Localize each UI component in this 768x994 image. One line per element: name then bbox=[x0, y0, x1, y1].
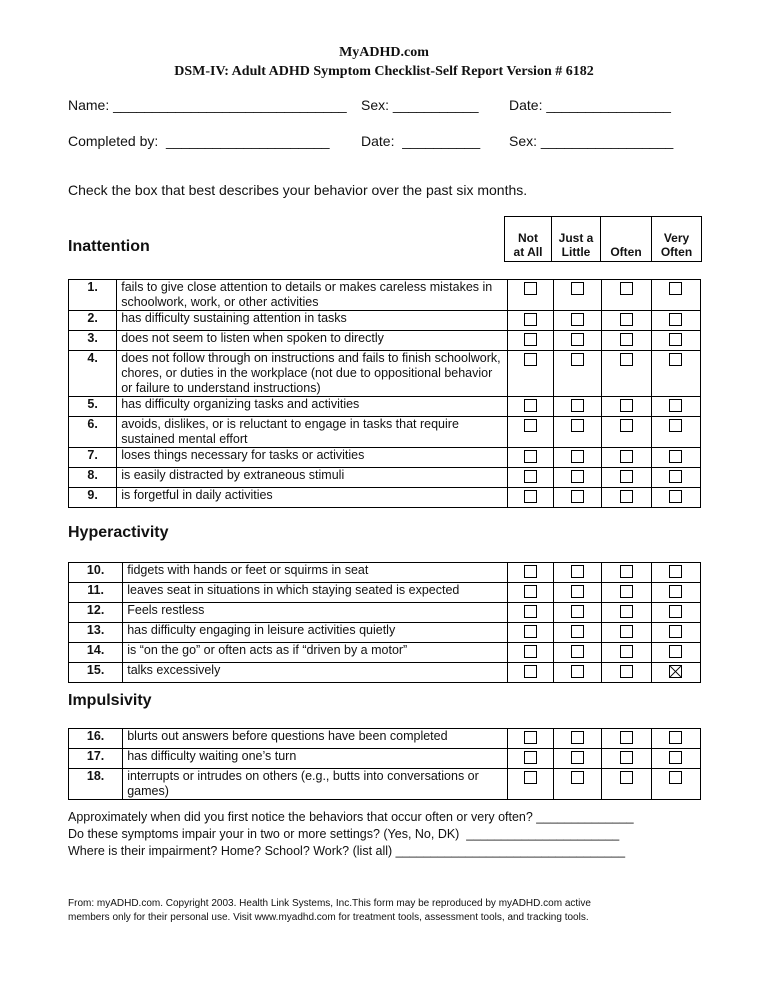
rating-checkbox[interactable] bbox=[620, 771, 633, 784]
item-number: 9. bbox=[69, 488, 117, 508]
rating-checkbox[interactable] bbox=[669, 333, 682, 346]
rating-checkbox[interactable] bbox=[620, 565, 633, 578]
inattention-table bbox=[68, 279, 701, 508]
rating-cell bbox=[651, 311, 700, 331]
rating-checkbox[interactable] bbox=[620, 333, 633, 346]
rating-checkbox[interactable] bbox=[524, 565, 537, 578]
rating-checkbox[interactable] bbox=[620, 419, 633, 432]
rating-cell bbox=[553, 280, 601, 311]
hyperactivity-table bbox=[68, 562, 701, 683]
rating-cell bbox=[651, 417, 700, 448]
rating-cell bbox=[651, 749, 700, 769]
rating-checkbox[interactable] bbox=[524, 731, 537, 744]
rating-cell bbox=[651, 583, 700, 603]
table-row bbox=[69, 351, 701, 397]
rating-checkbox[interactable] bbox=[620, 751, 633, 764]
rating-checkbox[interactable] bbox=[571, 771, 584, 784]
name-field[interactable]: Name: ______________________________ bbox=[68, 97, 347, 113]
rating-cell bbox=[553, 749, 601, 769]
table-row bbox=[69, 663, 701, 683]
rating-cell bbox=[507, 749, 553, 769]
rating-checkbox[interactable] bbox=[669, 490, 682, 503]
rating-cell bbox=[651, 331, 700, 351]
sex-field[interactable]: Sex: ___________ bbox=[361, 97, 479, 113]
rating-cell bbox=[553, 623, 601, 643]
rating-checkbox[interactable] bbox=[571, 353, 584, 366]
rating-cell bbox=[553, 468, 601, 488]
rating-cell bbox=[507, 448, 553, 468]
rating-cell bbox=[601, 583, 651, 603]
question-settings[interactable]: Do these symptoms impair your in two or more settings? (Yes, No, DK) ______________________ bbox=[68, 827, 620, 841]
item-text: has difficulty organizing tasks and activities bbox=[117, 397, 507, 417]
item-text: fidgets with hands or feet or squirms in seat bbox=[123, 563, 508, 583]
item-text: has difficulty sustaining attention in tasks bbox=[117, 311, 507, 331]
completed-date-field[interactable]: Date: __________ bbox=[361, 133, 481, 149]
rating-checkbox[interactable] bbox=[669, 450, 682, 463]
table-row bbox=[69, 603, 701, 623]
rating-checkbox[interactable] bbox=[524, 353, 537, 366]
rating-cell bbox=[601, 623, 651, 643]
rating-cell bbox=[651, 729, 700, 749]
rating-checkbox[interactable] bbox=[669, 665, 682, 678]
rating-header-not-at-all: Not at All bbox=[505, 217, 552, 261]
section-title-hyperactivity: Hyperactivity bbox=[68, 524, 169, 541]
rating-checkbox[interactable] bbox=[620, 490, 633, 503]
item-text: is forgetful in daily activities bbox=[117, 488, 507, 508]
rating-cell bbox=[507, 769, 553, 800]
rating-checkbox[interactable] bbox=[524, 399, 537, 412]
rating-cell bbox=[507, 643, 553, 663]
rating-checkbox[interactable] bbox=[620, 585, 633, 598]
item-text: interrupts or intrudes on others (e.g., butts into conversations or games) bbox=[123, 769, 508, 800]
rating-cell bbox=[553, 643, 601, 663]
rating-checkbox[interactable] bbox=[669, 353, 682, 366]
table-row bbox=[69, 769, 701, 800]
rating-cell bbox=[601, 488, 651, 508]
table-row bbox=[69, 331, 701, 351]
rating-checkbox[interactable] bbox=[524, 490, 537, 503]
rating-checkbox[interactable] bbox=[571, 645, 584, 658]
completed-by-field[interactable]: Completed by: _____________________ bbox=[68, 133, 330, 149]
rating-checkbox[interactable] bbox=[620, 625, 633, 638]
rating-cell bbox=[601, 280, 651, 311]
rating-checkbox[interactable] bbox=[524, 771, 537, 784]
rating-checkbox[interactable] bbox=[620, 353, 633, 366]
completed-sex-field[interactable]: Sex: _________________ bbox=[509, 133, 674, 149]
rating-checkbox[interactable] bbox=[620, 665, 633, 678]
rating-cell bbox=[553, 448, 601, 468]
rating-checkbox[interactable] bbox=[620, 313, 633, 326]
rating-cell bbox=[553, 583, 601, 603]
rating-cell bbox=[507, 397, 553, 417]
rating-cell bbox=[507, 351, 553, 397]
rating-checkbox[interactable] bbox=[524, 625, 537, 638]
form-title: DSM-IV: Adult ADHD Symptom Checklist-Self Report Version # 6182 bbox=[174, 64, 594, 79]
rating-cell bbox=[507, 488, 553, 508]
item-text: blurts out answers before questions have been completed bbox=[123, 729, 508, 749]
item-text: does not seem to listen when spoken to directly bbox=[117, 331, 507, 351]
instructions: Check the box that best describes your behavior over the past six months. bbox=[68, 182, 528, 198]
rating-cell bbox=[601, 663, 651, 683]
table-row bbox=[69, 397, 701, 417]
rating-cell bbox=[601, 397, 651, 417]
item-number: 5. bbox=[69, 397, 117, 417]
rating-cell bbox=[553, 563, 601, 583]
question-impairment[interactable]: Where is their impairment? Home? School? Work? (list all) _________________________________ bbox=[68, 844, 626, 858]
rating-cell bbox=[601, 448, 651, 468]
item-number: 18. bbox=[69, 769, 123, 800]
rating-checkbox[interactable] bbox=[571, 565, 584, 578]
rating-cell bbox=[651, 623, 700, 643]
section-title-inattention: Inattention bbox=[68, 238, 150, 255]
item-text: fails to give close attention to details or makes careless mistakes in schoolwork, work, or other activities bbox=[117, 280, 507, 311]
rating-cell bbox=[553, 331, 601, 351]
rating-cell bbox=[507, 603, 553, 623]
rating-cell bbox=[601, 749, 651, 769]
table-row bbox=[69, 623, 701, 643]
rating-cell bbox=[601, 311, 651, 331]
item-number: 17. bbox=[69, 749, 123, 769]
rating-checkbox[interactable] bbox=[571, 490, 584, 503]
item-number: 13. bbox=[69, 623, 123, 643]
rating-cell bbox=[651, 488, 700, 508]
rating-checkbox[interactable] bbox=[571, 665, 584, 678]
rating-checkbox[interactable] bbox=[669, 645, 682, 658]
rating-checkbox[interactable] bbox=[669, 731, 682, 744]
table-row bbox=[69, 417, 701, 448]
rating-checkbox[interactable] bbox=[571, 399, 584, 412]
rating-cell bbox=[651, 643, 700, 663]
table-row bbox=[69, 583, 701, 603]
rating-cell bbox=[651, 397, 700, 417]
rating-header-just-a-little: Just a Little bbox=[552, 217, 601, 261]
rating-checkbox[interactable] bbox=[669, 282, 682, 295]
rating-cell bbox=[651, 663, 700, 683]
table-row bbox=[69, 643, 701, 663]
rating-cell bbox=[553, 488, 601, 508]
rating-header-often: Often bbox=[601, 217, 652, 261]
rating-checkbox[interactable] bbox=[571, 625, 584, 638]
item-text: Feels restless bbox=[123, 603, 508, 623]
rating-checkbox[interactable] bbox=[524, 450, 537, 463]
rating-cell bbox=[507, 417, 553, 448]
item-number: 10. bbox=[69, 563, 123, 583]
rating-checkbox[interactable] bbox=[571, 605, 584, 618]
item-text: does not follow through on instructions and fails to finish schoolwork, chores, or duties in the workplace (not due to oppositional behavior or failure to understand instructions) bbox=[117, 351, 507, 397]
table-row bbox=[69, 563, 701, 583]
item-number: 7. bbox=[69, 448, 117, 468]
item-number: 12. bbox=[69, 603, 123, 623]
rating-checkbox[interactable] bbox=[571, 333, 584, 346]
rating-cell bbox=[507, 663, 553, 683]
table-row bbox=[69, 729, 701, 749]
rating-cell bbox=[507, 583, 553, 603]
rating-cell bbox=[507, 331, 553, 351]
rating-cell bbox=[651, 468, 700, 488]
rating-checkbox[interactable] bbox=[571, 313, 584, 326]
rating-checkbox[interactable] bbox=[524, 751, 537, 764]
rating-checkbox[interactable] bbox=[524, 585, 537, 598]
rating-checkbox[interactable] bbox=[669, 605, 682, 618]
item-number: 8. bbox=[69, 468, 117, 488]
item-number: 11. bbox=[69, 583, 123, 603]
rating-checkbox[interactable] bbox=[620, 645, 633, 658]
rating-cell bbox=[651, 563, 700, 583]
rating-cell bbox=[507, 729, 553, 749]
rating-checkbox[interactable] bbox=[620, 450, 633, 463]
rating-cell bbox=[507, 563, 553, 583]
rating-checkbox[interactable] bbox=[669, 565, 682, 578]
rating-cell bbox=[553, 311, 601, 331]
rating-checkbox[interactable] bbox=[571, 585, 584, 598]
rating-cell bbox=[601, 563, 651, 583]
rating-checkbox[interactable] bbox=[571, 450, 584, 463]
rating-checkbox[interactable] bbox=[620, 731, 633, 744]
item-number: 1. bbox=[69, 280, 117, 311]
rating-checkbox[interactable] bbox=[669, 585, 682, 598]
item-text: avoids, dislikes, or is reluctant to engage in tasks that require sustained mental effort bbox=[117, 417, 507, 448]
rating-checkbox[interactable] bbox=[669, 771, 682, 784]
rating-checkbox[interactable] bbox=[620, 605, 633, 618]
rating-cell bbox=[651, 280, 700, 311]
rating-cell bbox=[507, 311, 553, 331]
rating-cell bbox=[601, 351, 651, 397]
footer-line-2: members only for their personal use. Visit www.myadhd.com for treatment tools, assessment tools, and tracking tools. bbox=[68, 912, 589, 923]
rating-cell bbox=[553, 603, 601, 623]
rating-checkbox[interactable] bbox=[571, 282, 584, 295]
item-text: talks excessively bbox=[123, 663, 508, 683]
item-text: is “on the go” or often acts as if “driven by a motor” bbox=[123, 643, 508, 663]
table-row bbox=[69, 749, 701, 769]
rating-checkbox[interactable] bbox=[524, 333, 537, 346]
rating-checkbox[interactable] bbox=[620, 470, 633, 483]
rating-checkbox[interactable] bbox=[524, 665, 537, 678]
table-row bbox=[69, 311, 701, 331]
item-text: has difficulty engaging in leisure activities quietly bbox=[123, 623, 508, 643]
rating-checkbox[interactable] bbox=[524, 313, 537, 326]
rating-checkbox[interactable] bbox=[571, 470, 584, 483]
rating-cell bbox=[601, 603, 651, 623]
rating-checkbox[interactable] bbox=[669, 313, 682, 326]
item-number: 4. bbox=[69, 351, 117, 397]
rating-checkbox[interactable] bbox=[524, 470, 537, 483]
rating-cell bbox=[601, 769, 651, 800]
item-text: is easily distracted by extraneous stimuli bbox=[117, 468, 507, 488]
item-number: 14. bbox=[69, 643, 123, 663]
rating-checkbox[interactable] bbox=[620, 399, 633, 412]
rating-checkbox[interactable] bbox=[669, 399, 682, 412]
item-number: 6. bbox=[69, 417, 117, 448]
rating-cell bbox=[553, 663, 601, 683]
rating-checkbox[interactable] bbox=[524, 419, 537, 432]
table-row bbox=[69, 488, 701, 508]
rating-cell bbox=[651, 603, 700, 623]
rating-cell bbox=[553, 417, 601, 448]
rating-cell bbox=[651, 448, 700, 468]
rating-checkbox[interactable] bbox=[524, 645, 537, 658]
rating-checkbox[interactable] bbox=[669, 470, 682, 483]
rating-cell bbox=[507, 623, 553, 643]
rating-checkbox[interactable] bbox=[620, 282, 633, 295]
rating-cell bbox=[553, 769, 601, 800]
item-text: leaves seat in situations in which staying seated is expected bbox=[123, 583, 508, 603]
rating-cell bbox=[553, 351, 601, 397]
rating-cell bbox=[651, 351, 700, 397]
rating-cell bbox=[651, 769, 700, 800]
table-row bbox=[69, 468, 701, 488]
rating-checkbox[interactable] bbox=[524, 605, 537, 618]
rating-header bbox=[504, 216, 702, 262]
rating-checkbox[interactable] bbox=[669, 625, 682, 638]
rating-cell bbox=[601, 331, 651, 351]
date-field[interactable]: Date: ________________ bbox=[509, 97, 671, 113]
rating-checkbox[interactable] bbox=[571, 419, 584, 432]
item-number: 2. bbox=[69, 311, 117, 331]
rating-cell bbox=[507, 280, 553, 311]
table-row bbox=[69, 280, 701, 311]
table-row bbox=[69, 448, 701, 468]
item-text: has difficulty waiting one’s turn bbox=[123, 749, 508, 769]
rating-cell bbox=[601, 729, 651, 749]
footer-line-1: From: myADHD.com. Copyright 2003. Health Link Systems, Inc.This form may be reproduced by myADHD.com active bbox=[68, 898, 591, 909]
rating-checkbox[interactable] bbox=[571, 731, 584, 744]
rating-cell bbox=[507, 468, 553, 488]
question-onset[interactable]: Approximately when did you first notice the behaviors that occur often or very often? ______________ bbox=[68, 810, 634, 824]
item-number: 3. bbox=[69, 331, 117, 351]
rating-cell bbox=[553, 729, 601, 749]
rating-cell bbox=[553, 397, 601, 417]
item-number: 16. bbox=[69, 729, 123, 749]
section-title-impulsivity: Impulsivity bbox=[68, 692, 152, 709]
rating-cell bbox=[601, 643, 651, 663]
rating-cell bbox=[601, 417, 651, 448]
item-number: 15. bbox=[69, 663, 123, 683]
rating-cell bbox=[601, 468, 651, 488]
item-text: loses things necessary for tasks or activities bbox=[117, 448, 507, 468]
rating-checkbox[interactable] bbox=[571, 751, 584, 764]
rating-checkbox[interactable] bbox=[669, 419, 682, 432]
rating-checkbox[interactable] bbox=[669, 751, 682, 764]
impulsivity-table bbox=[68, 728, 701, 800]
site-name: MyADHD.com bbox=[339, 45, 429, 60]
rating-checkbox[interactable] bbox=[524, 282, 537, 295]
rating-header-very-often: Very Often bbox=[660, 231, 693, 259]
